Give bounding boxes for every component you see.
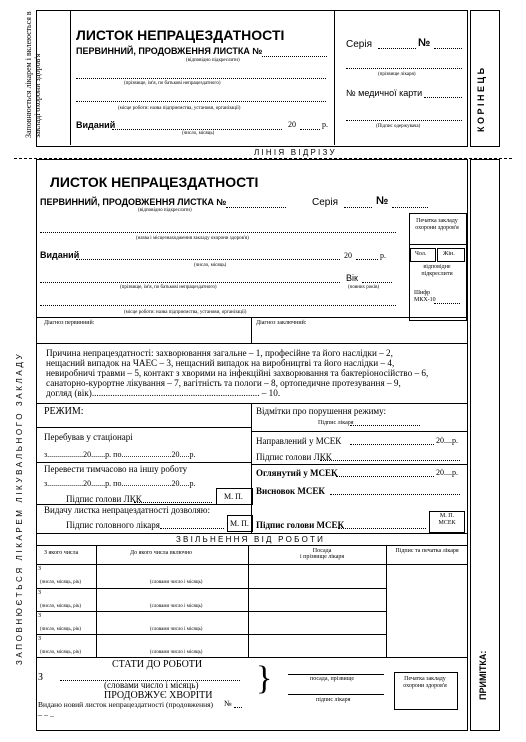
new-sheet-no: №	[224, 699, 232, 708]
row-line	[36, 634, 386, 635]
row-line	[36, 611, 386, 612]
mp-label: М. П.	[224, 492, 243, 501]
position-line	[288, 674, 384, 675]
main-title: ЛИСТОК НЕПРАЦЕЗДАТНОСТІ	[50, 174, 259, 190]
seal-divider	[409, 244, 466, 245]
release-top-line	[36, 533, 467, 534]
main-issued-label: Виданий	[40, 250, 80, 260]
col-from-header: З якого числа	[44, 550, 79, 556]
main-year-mark: 20	[344, 251, 352, 260]
row-cap-words: (словами число і місяць)	[150, 627, 203, 632]
release-col-2	[248, 545, 249, 657]
main-cap-name: (прізвище, ім'я, по батькові непрацездатного)	[120, 285, 217, 290]
cause-line: Причина непрацездатності: захворювання загальне – 1, професійне та його наслідки – 2,	[46, 348, 393, 358]
stub-year-mark: 20	[288, 120, 296, 129]
doctor-signature-line	[288, 694, 384, 695]
stub-series-label: Серія	[346, 39, 372, 50]
transfer-label: Перевести тимчасово на іншу роботу	[44, 464, 188, 474]
row-cap-words: (словами число і місяць)	[150, 580, 203, 585]
form-code-2: МКХ-10	[414, 297, 436, 303]
regime-violation-label: Відмітки про порушення режиму:	[256, 406, 386, 416]
stub-cap-sign: (Підпис одержувача)	[376, 124, 421, 129]
hospital-label: Перебував у стаціонарі	[44, 432, 133, 442]
msek-sent-line	[350, 444, 434, 445]
lkk-sign-label: Підпис голови ЛКК	[66, 494, 142, 504]
regime-line-2	[36, 462, 251, 463]
lkk-sign-2-line	[320, 460, 460, 461]
cause-line: санаторно-курортне лікування – 7, вагітність та пологи – 8, ортопедичне протезування – 9,	[46, 378, 401, 388]
row-cap-words: (словами число і місяць)	[150, 650, 203, 655]
row-cap-date: (число, місяць, рік)	[40, 627, 82, 632]
main-year-line	[356, 259, 378, 260]
sex-m-label: Чол.	[415, 251, 427, 257]
stub-issued-line	[112, 129, 282, 130]
regime-line-1	[36, 427, 251, 428]
hospital-from: з..................20.......р. по.........................20.....р.	[44, 450, 196, 459]
right-side-label: ПРИМІТКА:	[478, 650, 488, 700]
main-age-line	[362, 282, 392, 283]
stub-subtitle: ПЕРВИННИЙ, ПРОДОВЖЕННЯ ЛИСТКА №	[76, 46, 263, 56]
stub-divider-mid	[334, 10, 335, 145]
new-sheet-label: Видано новий листок непрацездатності (продовження)	[38, 700, 214, 709]
main-age-label: Вік	[346, 273, 358, 283]
cause-line: невиробничі травми – 5, контакт з хворими на інфекційні захворювання та бактеріоносійство – 6,	[46, 368, 429, 378]
main-work-line	[40, 305, 396, 306]
seal-box-label: Печатка закладу охорони здоров'я	[415, 218, 459, 231]
main-frame	[36, 159, 468, 731]
return-work-label: СТАТИ ДО РОБОТИ	[112, 659, 203, 670]
row-cap-words: (словами число і місяць)	[150, 604, 203, 609]
diag-bottom-line	[36, 343, 467, 344]
release-col-header-line	[36, 564, 467, 565]
main-cap-date: (число, місяць)	[194, 263, 227, 268]
stub-side-note: Заповнюється лікарем і вклеюється в закладі охорони здоров'я	[24, 11, 42, 138]
stub-number-line	[434, 48, 462, 49]
main-issued-line	[76, 259, 340, 260]
diag-divider	[251, 317, 252, 343]
msek-sent-label: Направлений у МСЕК	[256, 436, 342, 446]
regime-divider	[251, 403, 252, 533]
release-bottom-line	[36, 657, 467, 658]
new-sheet-line	[234, 707, 242, 708]
diag-primary-label: Діагноз первинний:	[44, 320, 95, 326]
main-number-label: №	[376, 195, 389, 207]
stub-title: ЛИСТОК НЕПРАЦЕЗДАТНОСТІ	[76, 27, 285, 43]
main-subtitle: ПЕРВИННИЙ, ПРОДОВЖЕННЯ ЛИСТКА №	[40, 197, 227, 207]
main-cap-age: (повних років)	[348, 285, 380, 290]
doctor-sign-label: Підпис лікаря	[318, 420, 354, 426]
main-series-line	[344, 207, 372, 208]
msek-examined-year: 20....р.	[436, 468, 458, 477]
row-cap-date: (число, місяць, рік)	[40, 604, 82, 609]
chief-sign-line	[160, 528, 224, 529]
extra-mark: – – ..	[38, 710, 54, 719]
msek-sign-label: Підпис голови МСЕК	[256, 520, 345, 530]
main-cap-primary: (відповідно підкреслити)	[138, 208, 192, 213]
chief-sign-label: Підпис головного лікаря	[66, 520, 160, 530]
cause-block	[46, 348, 428, 398]
position-name-label: посада, прізвище	[310, 676, 355, 682]
row-from: З	[38, 613, 42, 619]
form-code-1: Шифр	[414, 290, 431, 296]
transfer-from: з..................20.......р. по.........................20.....р.	[44, 479, 196, 488]
stub-work-line	[76, 101, 326, 102]
diag-final-label: Діагноз заключний:	[256, 320, 307, 326]
form-code-line	[434, 303, 460, 304]
stub-medcard-line	[424, 97, 462, 98]
row-cap-date: (число, місяць, рік)	[40, 580, 82, 585]
main-cap-work: (місце роботи: назва підприємства, установи, організації)	[124, 310, 247, 315]
row-cap-date: (число, місяць, рік)	[40, 650, 82, 655]
doctor-signature-label: підпис лікаря	[316, 697, 351, 703]
stub-name-line	[76, 78, 326, 79]
note-frame	[470, 159, 500, 731]
row-from: З	[38, 566, 42, 572]
tear-line-label: Л І Н І Я В І Д Р І З У	[254, 148, 335, 157]
msek-examined-line	[336, 476, 434, 477]
col-sign-header: Підпис та печатка лікаря	[395, 548, 459, 554]
stub-subtitle-line	[262, 56, 327, 57]
mp-label-2: М. П.	[230, 519, 249, 528]
stub-number-label: №	[418, 37, 431, 49]
msek-conclusion-line	[330, 494, 460, 495]
release-header-line	[36, 545, 467, 546]
main-subtitle-line	[226, 207, 286, 208]
doctor-sign-line	[350, 425, 420, 426]
stub-divider-left	[70, 10, 71, 145]
row-line	[36, 588, 386, 589]
stub-medcard-label: № медичної карти	[346, 88, 423, 98]
cause-line: догляд (вік)......................................................................... – 10.	[46, 388, 281, 398]
lkk-sign-line	[134, 502, 212, 503]
brace-icon: }	[256, 660, 273, 697]
msek-line-1	[251, 431, 467, 432]
msek-sent-year: 20....р.	[436, 436, 458, 445]
release-header: З В І Л Ь Н Е Н Н Я В І Д Р О Б О Т И	[176, 535, 323, 544]
release-col-3	[386, 545, 387, 657]
still-sick-label: ПРОДОВЖУЄ ХВОРІТИ	[104, 690, 213, 701]
stub-doctor-line	[346, 68, 462, 69]
stub-sign-line	[346, 120, 462, 121]
regime-label: РЕЖИМ:	[44, 406, 84, 417]
stub-year-line	[300, 129, 320, 130]
main-cap-institution: (назва і місцезнаходження закладу охорони здоров'я)	[136, 236, 249, 241]
sex-f-label: Жін.	[443, 251, 455, 257]
stub-cap-doctor: (прізвище лікаря)	[378, 72, 416, 77]
lkk-sign-2-label: Підпис голови ЛКК	[256, 452, 332, 462]
sex-caption: відповідне підкреслити	[421, 264, 453, 277]
release-col-1	[96, 545, 97, 657]
row-from: З	[38, 590, 42, 596]
stub-cap-name: (прізвище, ім'я, по батькові непрацездатного)	[124, 81, 221, 86]
left-side-label: ЗАПОВНЮЄТЬСЯ ЛІКАРЕМ ЛІКУВАЛЬНОГО ЗАКЛАДУ	[15, 351, 24, 665]
main-number-line	[392, 207, 428, 208]
msek-conclusion-label: Висновок МСЕК	[256, 486, 325, 496]
main-institution-line	[40, 232, 396, 233]
mp-msek-label: М. П. МСЕК	[438, 513, 456, 526]
stub-cap-date: (число, місяць)	[182, 131, 215, 136]
stub-year-suffix: р.	[322, 120, 328, 129]
stub-cap-work: (місце роботи: назва підприємства, установи, організації)	[118, 106, 241, 111]
col-position-header: Посада і прізвище лікаря	[300, 548, 345, 560]
main-year-suffix: р.	[380, 251, 386, 260]
row-from: З	[38, 636, 42, 642]
cause-line: нещасний випадок на ЧАЕС – 3, нещасний випадок на виробництві та його наслідки – 4,	[46, 358, 395, 368]
root-label: К О Р І Н Е Ц Ь	[476, 67, 486, 132]
msek-examined-label: Оглянутий у МСЕК	[256, 468, 338, 478]
main-series-label: Серія	[312, 197, 338, 208]
msek-line-2	[251, 464, 467, 465]
return-cap: (словами число і місяць)	[104, 680, 199, 690]
stub-issued-label: Виданий	[76, 120, 116, 130]
return-from: З	[38, 672, 44, 683]
main-name-line	[40, 282, 340, 283]
col-to-header: До якого числа включно	[130, 550, 193, 556]
seal-box-2-label: Печатка закладу охорони здоров'я	[403, 676, 447, 689]
permission-label: Видачу листка непрацездатності дозволяю:	[44, 505, 211, 515]
msek-sign-line	[338, 528, 426, 529]
stub-cap-primary: (відповідно підкреслити)	[186, 58, 240, 63]
stub-series-line	[378, 48, 416, 49]
